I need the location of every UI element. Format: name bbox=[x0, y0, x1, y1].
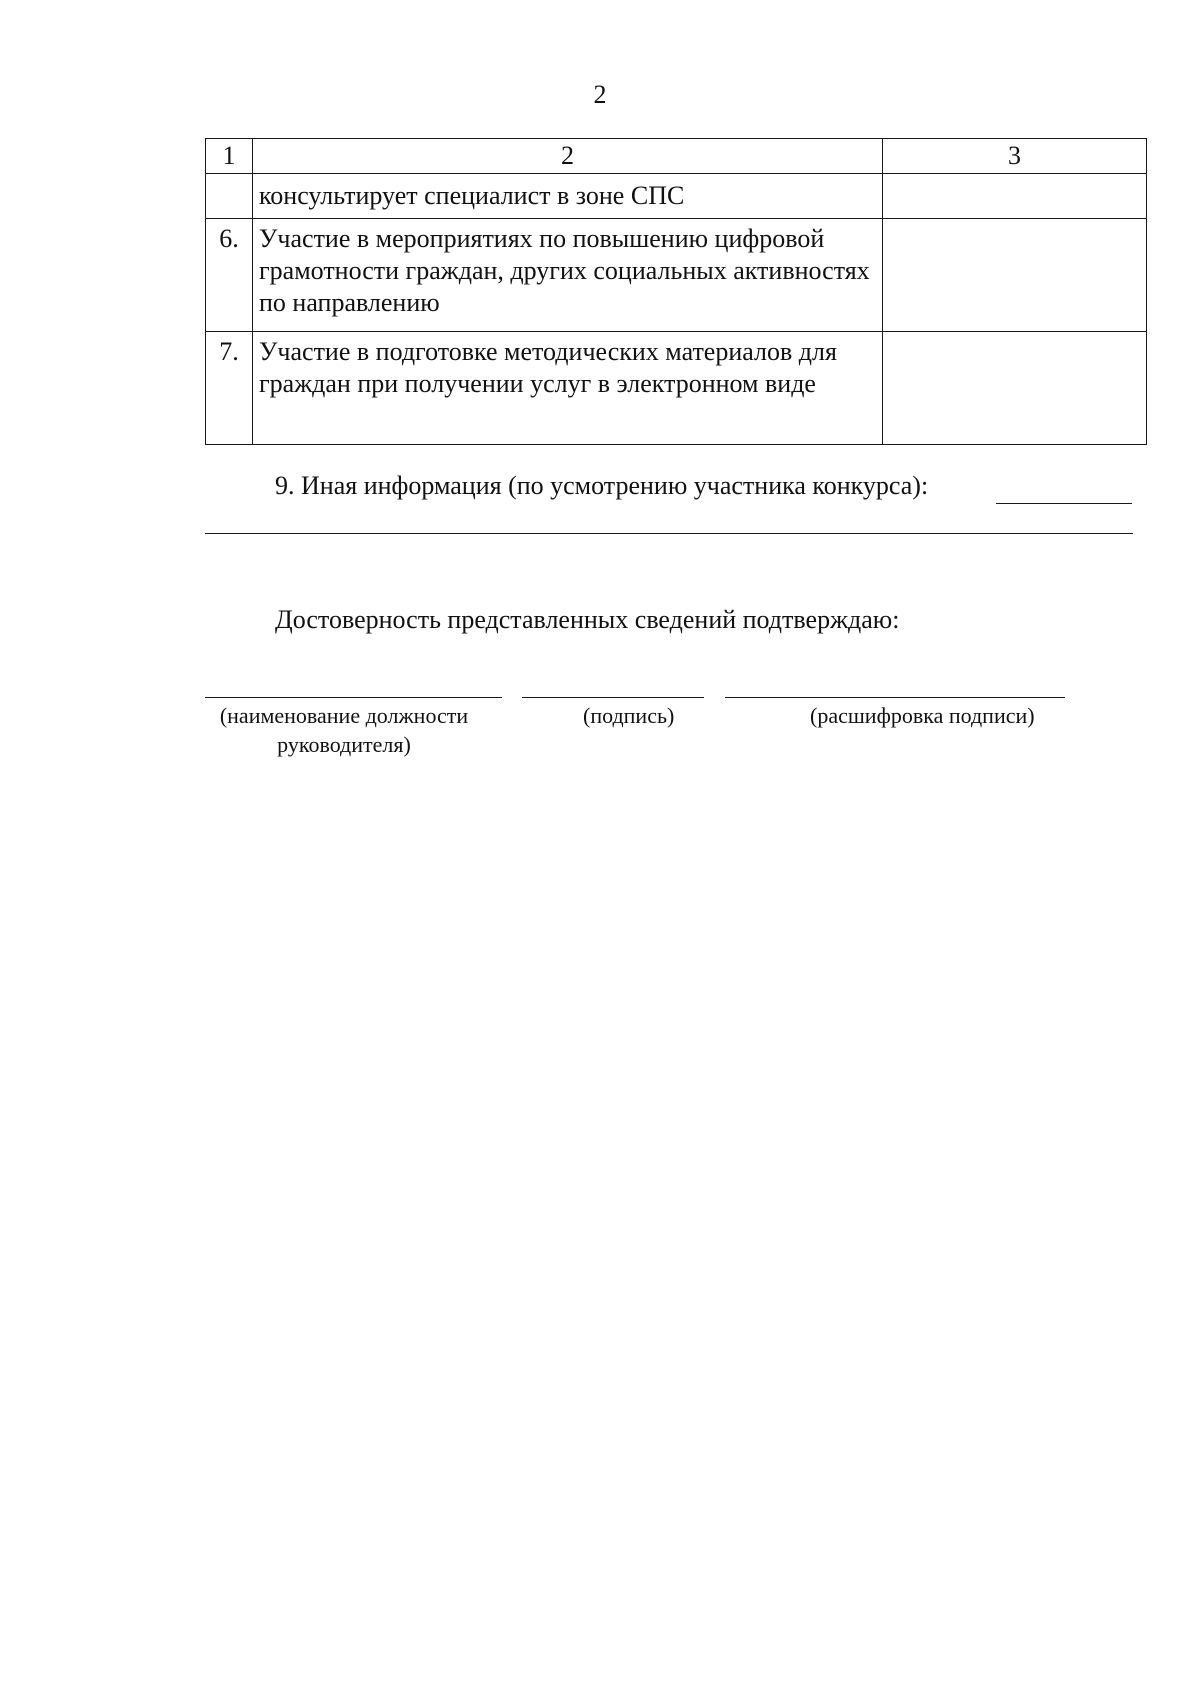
row-text: консультирует специалист в зоне СПС bbox=[253, 174, 883, 219]
signature-caption: (подпись) bbox=[583, 703, 675, 728]
table-row bbox=[206, 332, 1147, 445]
name-caption: (расшифровка подписи) bbox=[810, 703, 1035, 728]
signature-line[interactable] bbox=[522, 697, 704, 698]
row-value bbox=[883, 174, 1147, 219]
activities-table bbox=[205, 138, 1147, 445]
other-info-continuation-line[interactable] bbox=[205, 533, 1133, 534]
row-number bbox=[206, 174, 253, 219]
other-info-blank-line[interactable] bbox=[996, 503, 1132, 504]
column-header-2: 2 bbox=[253, 139, 883, 174]
row-number: 7. bbox=[206, 332, 253, 445]
column-header-1: 1 bbox=[206, 139, 253, 174]
confirmation-statement: Достоверность представленных сведений подтверждаю: bbox=[275, 605, 900, 634]
table-row bbox=[206, 219, 1147, 332]
row-value bbox=[883, 332, 1147, 445]
page-number: 2 bbox=[593, 80, 607, 109]
other-info-label: 9. Иная информация (по усмотрению участника конкурса): bbox=[275, 471, 929, 500]
row-text: Участие в мероприятиях по повышению цифровой грамотности граждан, других социальных активностях по направлению bbox=[253, 219, 883, 332]
row-text: Участие в подготовке методических материалов для граждан при получении услуг в электронном виде bbox=[253, 332, 883, 445]
table-header-row bbox=[206, 139, 1147, 174]
position-caption: (наименование должности руководителя) bbox=[219, 703, 469, 757]
column-header-3: 3 bbox=[883, 139, 1147, 174]
row-number: 6. bbox=[206, 219, 253, 332]
row-value bbox=[883, 219, 1147, 332]
position-signature-line[interactable] bbox=[205, 697, 502, 698]
name-signature-line[interactable] bbox=[725, 697, 1065, 698]
table-row bbox=[206, 174, 1147, 219]
